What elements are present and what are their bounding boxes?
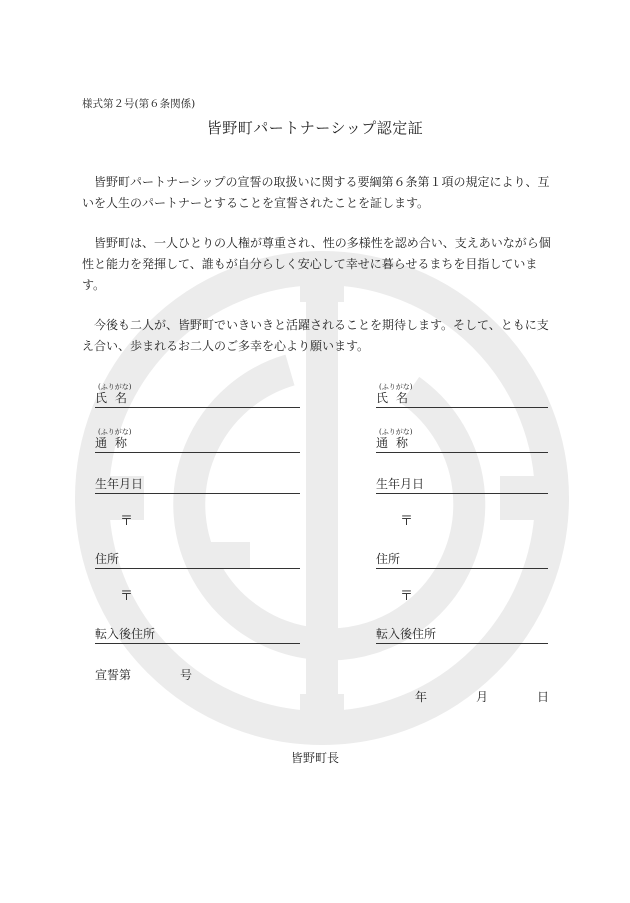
right-birthdate-field[interactable] [376, 475, 548, 494]
left-postal-mark-1: 〒 [120, 514, 134, 529]
right-new-address-label: 転入後住所 [376, 627, 437, 641]
form-number: 様式第２号(第６条関係) [82, 98, 196, 110]
right-new-address-field[interactable] [376, 625, 548, 644]
left-new-address-label: 転入後住所 [95, 627, 156, 641]
left-name-label: 氏名 [95, 391, 136, 405]
right-postal-mark-1: 〒 [400, 514, 414, 529]
left-birthdate-field[interactable] [95, 475, 300, 494]
right-name-label: 氏名 [376, 391, 417, 405]
left-alias-ruby: (ふりがな) [98, 428, 132, 436]
issuer-mayor: 皆野町長 [290, 751, 339, 765]
left-alias-field[interactable] [95, 428, 300, 453]
right-address-field[interactable] [376, 550, 548, 569]
date-month-label: 月 [476, 690, 489, 704]
right-alias-ruby: (ふりがな) [379, 428, 413, 436]
left-name-field[interactable] [95, 383, 300, 408]
right-alias-label: 通称 [376, 436, 417, 450]
date-day-label: 日 [537, 690, 550, 704]
right-address-label: 住所 [376, 552, 401, 566]
certificate-title: 皆野町パートナーシップ認定証 [206, 119, 424, 137]
right-birthdate-label: 生年月日 [376, 477, 425, 491]
right-postal-mark-2: 〒 [400, 589, 414, 604]
right-name-ruby: (ふりがな) [379, 383, 413, 391]
right-name-field[interactable] [376, 383, 548, 408]
oath-number-label: 宣誓第 [95, 668, 132, 682]
left-alias-label: 通称 [95, 436, 136, 450]
right-alias-field[interactable] [376, 428, 548, 453]
paragraph-town-vision: 皆野町は、一人ひとりの人権が尊重され、性の多様性を認め合い、支えあいながら個性と能力を発揮して、誰もが自分らしく安心して幸せに暮らせるまちを目指しています。 [82, 236, 551, 292]
left-name-ruby: (ふりがな) [98, 383, 132, 391]
oath-number-suffix: 号 [180, 668, 193, 682]
left-birthdate-label: 生年月日 [95, 477, 144, 491]
left-address-field[interactable] [95, 550, 300, 569]
left-address-label: 住所 [95, 552, 120, 566]
paragraph-wishes: 今後も二人が、皆野町でいきいきと活躍されることを期待します。そして、ともに支え合い、歩まれるお二人のご多幸を心より願います。 [82, 318, 549, 353]
paragraph-certification: 皆野町パートナーシップの宣誓の取扱いに関する要綱第６条第１項の規定により、互いを人生のパートナーとすることを宣誓されたことを証します。 [82, 175, 550, 210]
date-year-label: 年 [415, 690, 428, 704]
left-new-address-field[interactable] [95, 625, 300, 644]
left-postal-mark-2: 〒 [120, 589, 134, 604]
